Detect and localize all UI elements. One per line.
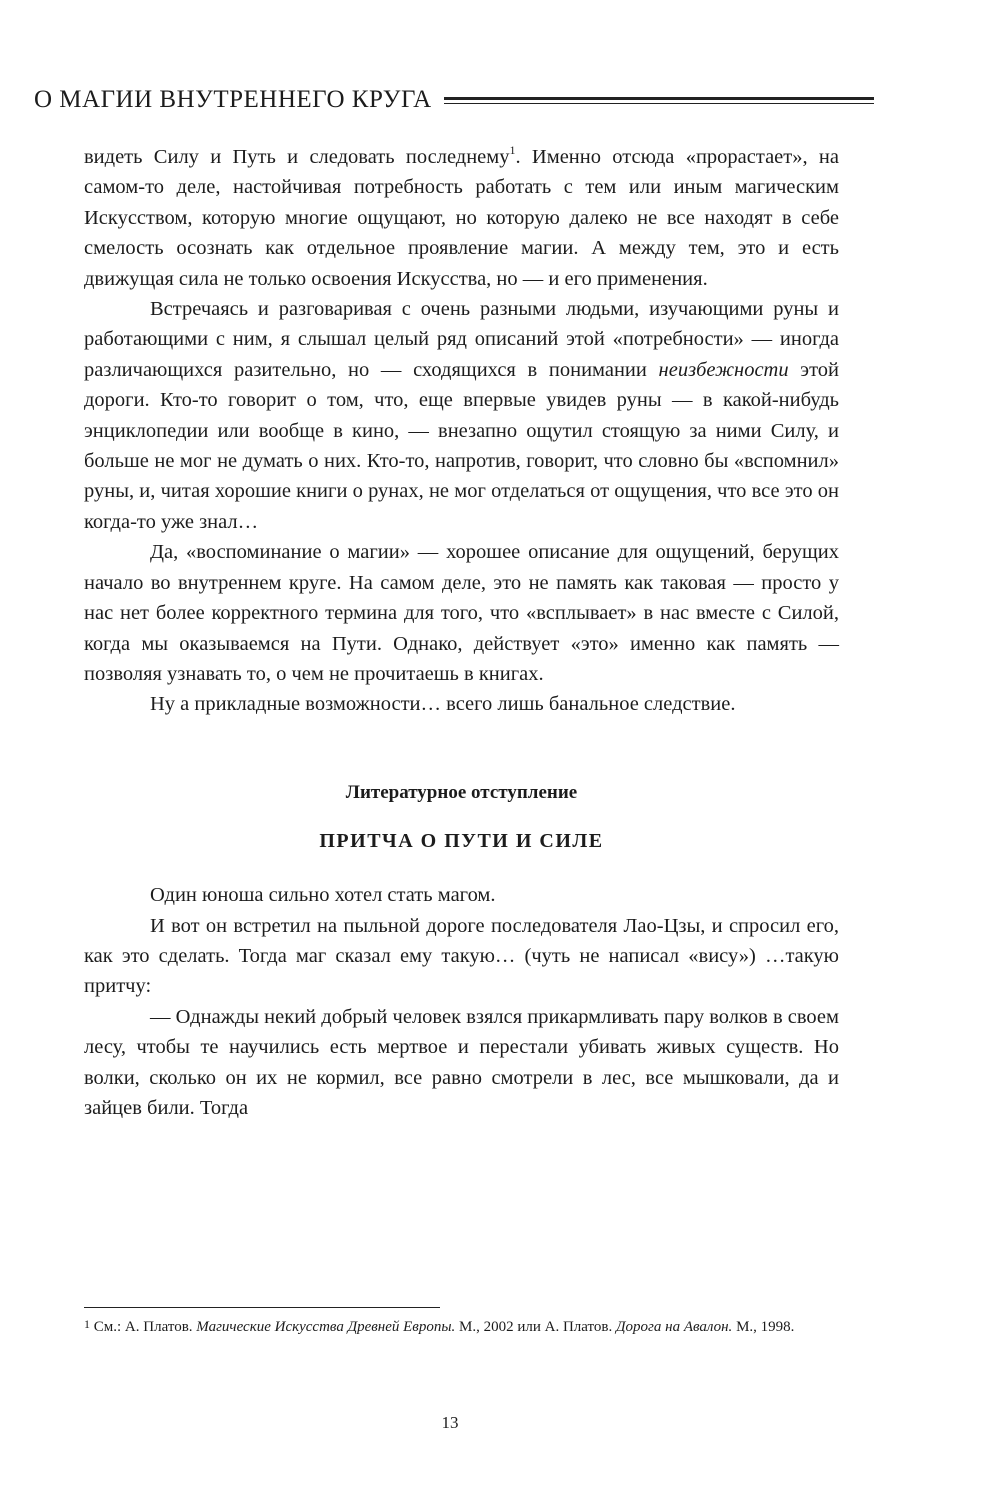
running-header-title: О МАГИИ ВНУТРЕННЕГО КРУГА <box>34 86 432 113</box>
section-spacer <box>84 720 839 772</box>
page-number: 13 <box>441 1413 459 1432</box>
paragraph-1-text-b: . Именно отсюда «прорастает», на самом-то деле, настойчивая потребность работать с тем или иным магическим Искусством, которую многие ощущают, но которую далеко не все находят в себе смелость осознать как отдельное проявление магии. А между тем, это и есть движущая сила не только освоения Искусства, но — и его применения. <box>84 146 839 290</box>
section-heading: ПРИТЧА О ПУТИ И СИЛЕ <box>319 829 604 852</box>
footnote-text-a: См.: А. Платов. <box>90 1319 197 1335</box>
footnote-rule <box>84 1307 440 1308</box>
section-subheading: Литературное отступление <box>345 781 578 803</box>
paragraph-5: Один юноша сильно хотел стать магом. <box>150 884 496 907</box>
main-text <box>84 142 839 1123</box>
running-header <box>34 86 874 114</box>
paragraph-7: — Однажды некий добрый человек взялся прикармливать пару волков в своем лесу, чтобы те научились есть мертвое и перестали убивать живых существ. Но волки, сколько он их не кормил, все равно смотрели в лес, все мышковали, да и зайцев били. Тогда <box>84 1005 839 1119</box>
paragraph-2 <box>84 294 839 537</box>
paragraph-6: И вот он встретил на пыльной дороге последователя Лао-Цзы, и спросил его, как это сделать. Тогда маг сказал ему такую… (чуть не написал «вису») …такую притчу: <box>84 914 839 998</box>
footnote-marker: 1 <box>84 1317 90 1331</box>
footnote <box>84 1316 844 1338</box>
paragraph-2-emphasis: неизбежности <box>658 358 789 381</box>
paragraph-3: Да, «воспоминание о магии» — хорошее описание для ощущений, берущих начало во внутреннем круге. На самом деле, это не память как таковая — просто у нас нет более корректного термина для того, что «всплывает» в нас вместе с Силой, когда мы оказываемся на Пути. Однако, действует «это» именно как память — позволяя узнавать то, о чем не прочитаешь в книгах. <box>84 541 839 685</box>
paragraph-2-text-b: этой дороги. Кто-то говорит о том, что, еще впервые увидев руны — в какой-нибудь энциклопедии или вообще в кино, — внезапно ощутил стоящую за ними Силу, и больше не мог не думать о них. Кто-то, напротив, говорит, что словно бы «вспомнил» руны, и, читая хорошие книги о рунах, не мог отделаться от ощущения, что все это он когда-то уже знал… <box>84 358 839 533</box>
paragraph-1-text-a: видеть Силу и Путь и следовать последнему <box>84 146 510 168</box>
paragraph-2-text-a: Встречаясь и разговаривая с очень разными людьми, изучающими руны и работающими с ним, я слышал целый ряд описаний этой «потребности» — иногда различающихся разительно, но — сходящихся в понимании <box>84 298 839 381</box>
footnote-title-1: Магические Искусства Древней Европы. <box>196 1319 456 1335</box>
footnote-reference: 1 <box>509 143 516 157</box>
paragraph-1 <box>84 142 839 294</box>
footnote-title-2: Дорога на Авалон. <box>615 1319 733 1335</box>
footnote-text-c: М., 1998. <box>732 1319 795 1335</box>
header-double-rule <box>444 97 874 104</box>
paragraph-4: Ну а прикладные возможности… всего лишь банальное следствие. <box>150 693 736 716</box>
footnote-text-b: М., 2002 или А. Платов. <box>455 1319 616 1335</box>
